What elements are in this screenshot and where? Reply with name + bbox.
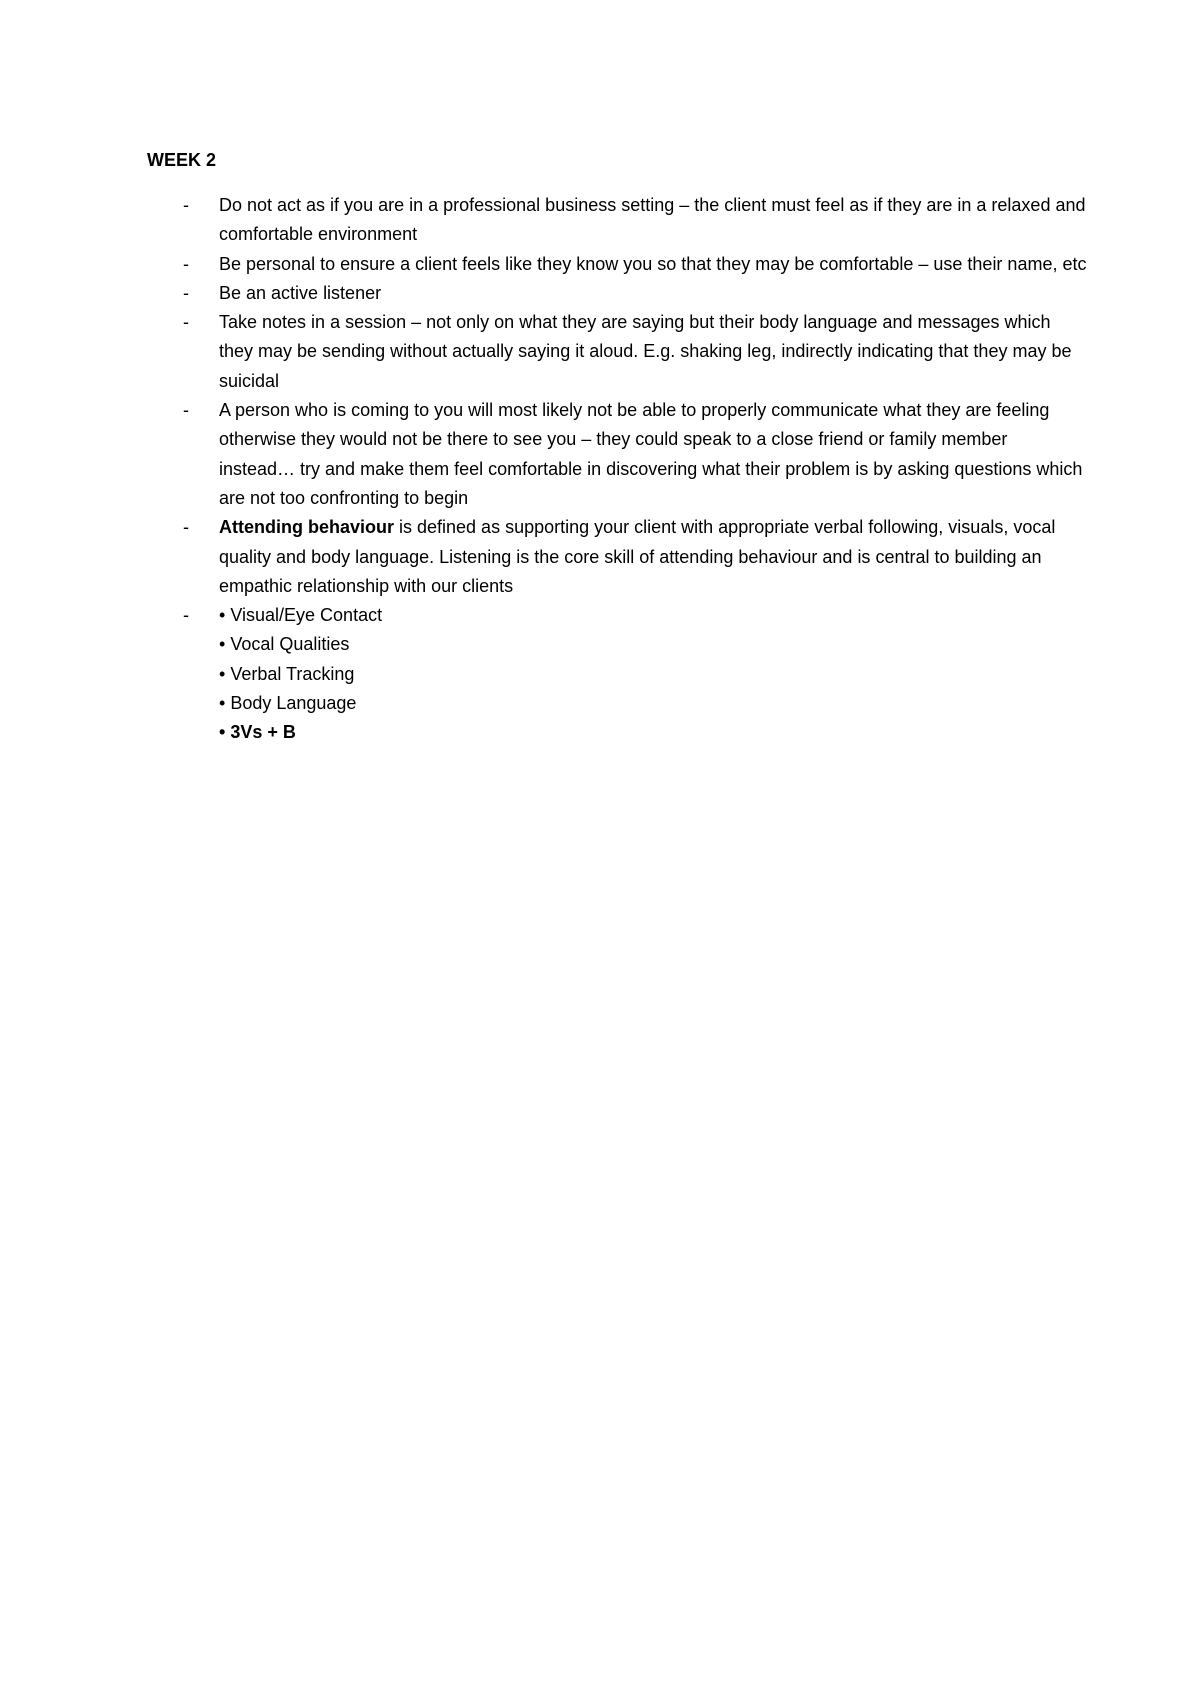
bullet-marker: • xyxy=(219,605,226,626)
notes-list xyxy=(147,191,1087,748)
list-item-text: A person who is coming to you will most likely not be able to properly communicate what they are feeling otherwise they would not be there to see you – they could speak to a close friend or family member instead… try and make them feel comfortable in discovering what their problem is by asking questions which are not too confronting to begin xyxy=(219,400,1083,508)
list-item xyxy=(147,396,1087,513)
dash-marker: - xyxy=(183,282,189,303)
attending-skills-list xyxy=(219,601,1087,747)
list-item xyxy=(147,250,1087,279)
sub-list-item xyxy=(219,601,1087,630)
dash-marker: - xyxy=(183,312,189,333)
sub-list-item xyxy=(219,689,1087,718)
sub-list-item xyxy=(219,630,1087,659)
dash-marker: - xyxy=(183,605,189,626)
list-item xyxy=(147,191,1087,250)
dash-marker: - xyxy=(183,195,189,215)
dash-marker: - xyxy=(183,253,189,274)
list-item-text: Be an active listener xyxy=(219,282,382,303)
sub-list-item xyxy=(219,660,1087,689)
list-item-text: Take notes in a session – not only on what they are saying but their body language and messages which they may be sending without actually saying it aloud. E.g. shaking leg, indirectly indicating that they may be suicidal xyxy=(219,312,1072,391)
bullet-marker: • xyxy=(219,663,226,684)
sub-list-item-text: Body Language xyxy=(230,693,357,714)
attending-behaviour-term: Attending behaviour xyxy=(219,517,394,538)
sub-list-item-text: 3Vs + B xyxy=(230,722,296,743)
bullet-marker: • xyxy=(219,693,226,714)
list-item xyxy=(147,308,1087,396)
list-item-subpoints xyxy=(147,601,1087,747)
dash-marker: - xyxy=(183,400,189,421)
bullet-marker: • xyxy=(219,722,226,743)
list-item xyxy=(147,279,1087,308)
list-item-text: is defined as supporting your client with appropriate verbal following, visuals, vocal quality and body language. Listening is the core skill of attending behaviour and is central to building an empathic relationship with our clients xyxy=(219,517,1056,596)
document-heading: WEEK 2 xyxy=(147,150,217,170)
sub-list-item-text: Verbal Tracking xyxy=(230,663,355,684)
dash-marker: - xyxy=(183,517,189,538)
list-item-text: Be personal to ensure a client feels like they know you so that they may be comfortable – use their name, etc xyxy=(219,253,1087,274)
bullet-marker: • xyxy=(219,634,226,655)
sub-list-item-text: Vocal Qualities xyxy=(230,634,350,655)
sub-list-item-text: Visual/Eye Contact xyxy=(230,605,383,626)
sub-list-item xyxy=(219,718,1087,747)
list-item-text: Do not act as if you are in a professional business setting – the client must feel as if they are in a relaxed and comfortable environment xyxy=(219,195,1086,245)
list-item xyxy=(147,513,1087,601)
